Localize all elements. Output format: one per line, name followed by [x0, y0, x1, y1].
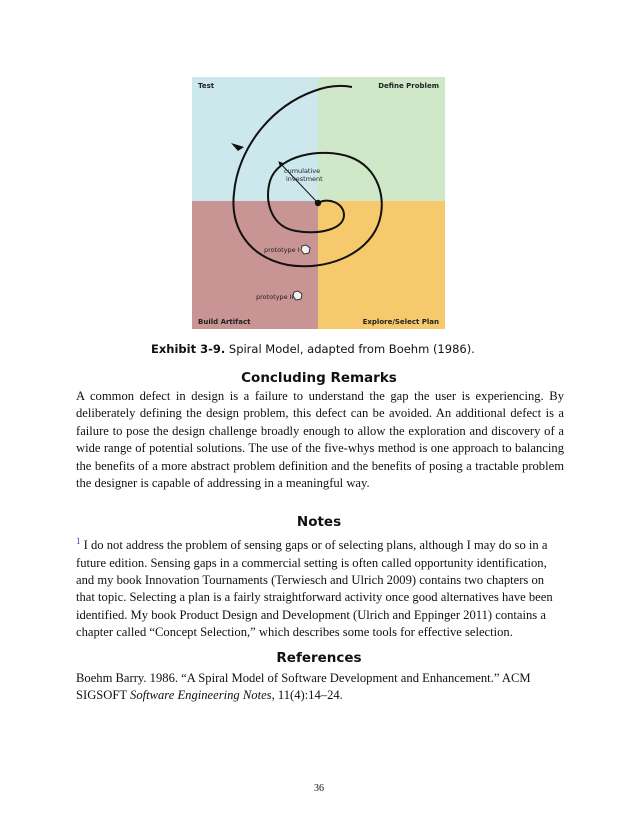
- footnote-marker-link[interactable]: 1: [76, 536, 81, 546]
- quadrant-label-explore-select-plan: Explore/Select Plan: [362, 318, 439, 326]
- quadrant-label-test: Test: [198, 82, 215, 90]
- notes-heading: Notes: [296, 514, 342, 530]
- figure-caption: [151, 342, 491, 356]
- quadrant-explore-select-plan: [318, 201, 445, 329]
- prototype-i-label: prototype I: [264, 246, 300, 254]
- annotation-investment: investment: [286, 175, 323, 183]
- concluding-remarks-heading: Concluding Remarks: [241, 370, 397, 386]
- reference-entry: [76, 670, 564, 705]
- page-number: 36: [314, 783, 324, 794]
- reference-text-end: , 11(4):14–24.: [271, 688, 343, 703]
- quadrant-label-define-problem: Define Problem: [378, 82, 439, 90]
- references-heading: References: [276, 650, 362, 666]
- prototype-ii-label: prototype II: [256, 293, 294, 301]
- reference-text-start: Boehm Barry. 1986. “A Spiral Model of Software Development and Enhancement.” ACM SIGSOFT: [76, 671, 531, 703]
- spiral-model-figure: [192, 77, 445, 329]
- caption-label: Exhibit 3-9.: [151, 342, 226, 356]
- quadrant-label-build-artifact: Build Artifact: [198, 318, 251, 326]
- annotation-cumulative: cumulative: [284, 167, 321, 175]
- notes-paragraph: [76, 533, 564, 642]
- reference-journal: Software Engineering Notes: [130, 688, 272, 703]
- caption-text: Spiral Model, adapted from Boehm (1986).: [225, 342, 475, 356]
- notes-text: I do not address the problem of sensing gaps or of selecting plans, although I may do so in a future edition. Sensing gaps in a commercial setting is often called opportunity identification, and my book Innovation Tournaments (Terwiesch and Ulrich 2009) contains two chapters on that topic. Selecting a plan is a fairly straightforward activity once good alternatives have been identified. My book Product Design and Development (Ulrich and Eppinger 2011) contains a chapter called “Concept Selection,” which describes some tools for effective selection.: [76, 538, 553, 640]
- concluding-remarks-paragraph: A common defect in design is a failure to understand the gap the user is experiencing. By deliberately defining the design problem, this defect can be avoided. An additional defect is a failure to pose the design challenge broadly enough to allow the exploration and discovery of a wide range of potential solutions. The use of the five-whys method is one approach to balancing the benefits of a more abstract problem definition and the benefits of posing a tractable problem the designer is capable of addressing in a meaningful way.: [76, 389, 564, 491]
- quadrant-build-artifact: [192, 201, 318, 329]
- quadrant-define-problem: [318, 77, 445, 201]
